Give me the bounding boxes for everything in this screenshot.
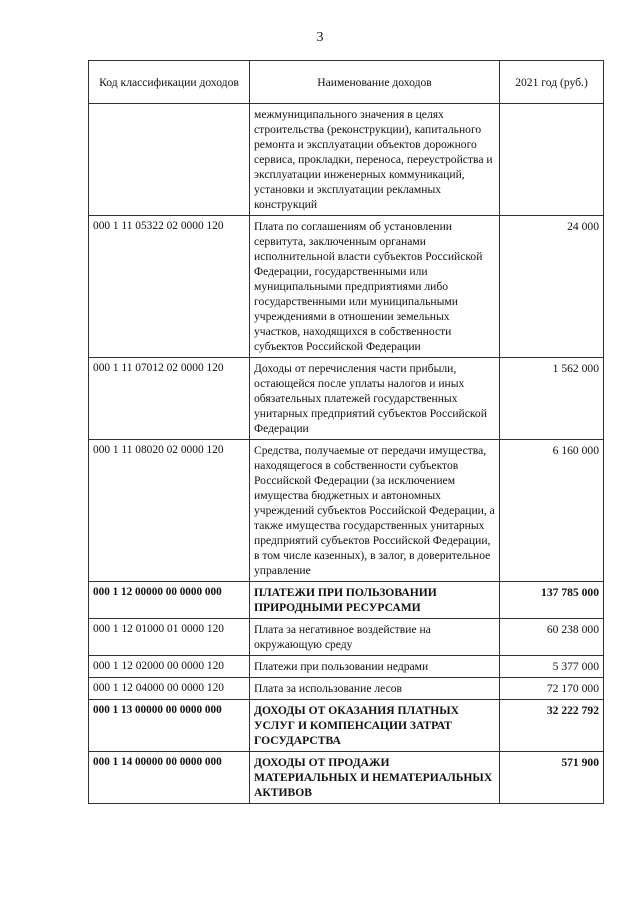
table-row (89, 358, 604, 440)
table-row (89, 440, 604, 582)
row-amount: 24 000 (500, 216, 604, 358)
table-row (89, 619, 604, 656)
row-name: ПЛАТЕЖИ ПРИ ПОЛЬЗОВАНИИ ПРИРОДНЫМИ РЕСУРСАМИ (250, 582, 500, 619)
row-amount: 32 222 792 (500, 700, 604, 752)
row-code (89, 104, 250, 216)
row-name: Доходы от перечисления части прибыли, остающейся после уплаты налогов и иных обязательных платежей государственных унитарных предприятий субъектов Российской Федерации (250, 358, 500, 440)
row-code: 000 1 12 02000 00 0000 120 (89, 656, 250, 678)
table-row-section (89, 752, 604, 804)
table-row (89, 216, 604, 358)
table-row (89, 678, 604, 700)
row-name: Платежи при пользовании недрами (250, 656, 500, 678)
row-name: ДОХОДЫ ОТ ПРОДАЖИ МАТЕРИАЛЬНЫХ И НЕМАТЕРИАЛЬНЫХ АКТИВОВ (250, 752, 500, 804)
row-code: 000 1 12 04000 00 0000 120 (89, 678, 250, 700)
row-code: 000 1 12 00000 00 0000 000 (89, 582, 250, 619)
row-amount: 1 562 000 (500, 358, 604, 440)
table-row (89, 656, 604, 678)
table-header-row (89, 61, 604, 104)
row-name: межмуниципального значения в целях строительства (реконструкции), капитального ремонта и эксплуатации объектов дорожного сервиса, прокладки, переноса, переустройства и эксплуатации инженерных коммуникаций, установки и эксплуатации рекламных конструкций (250, 104, 500, 216)
row-name: Плата за использование лесов (250, 678, 500, 700)
row-name: Плата за негативное воздействие на окружающую среду (250, 619, 500, 656)
header-amount: 2021 год (руб.) (500, 61, 604, 104)
table-row (89, 104, 604, 216)
row-amount: 571 900 (500, 752, 604, 804)
row-code: 000 1 14 00000 00 0000 000 (89, 752, 250, 804)
table-row-section (89, 582, 604, 619)
row-amount: 72 170 000 (500, 678, 604, 700)
row-code: 000 1 12 01000 01 0000 120 (89, 619, 250, 656)
header-name: Наименование доходов (250, 61, 500, 104)
row-code: 000 1 11 07012 02 0000 120 (89, 358, 250, 440)
page-number: 3 (316, 30, 324, 45)
row-name: Плата по соглашениям об установлении сервитута, заключенным органами исполнительной власти субъектов Российской Федерации, государственными или муниципальными предприятиями либо государственными или муниципальными учреждениями в отношении земельных участков, находящихся в собственности субъектов Российской Федерации (250, 216, 500, 358)
row-name: ДОХОДЫ ОТ ОКАЗАНИЯ ПЛАТНЫХ УСЛУГ И КОМПЕНСАЦИИ ЗАТРАТ ГОСУДАРСТВА (250, 700, 500, 752)
row-code: 000 1 11 05322 02 0000 120 (89, 216, 250, 358)
row-amount: 6 160 000 (500, 440, 604, 582)
row-amount: 5 377 000 (500, 656, 604, 678)
header-code: Код классификации доходов (89, 61, 250, 104)
row-code: 000 1 13 00000 00 0000 000 (89, 700, 250, 752)
row-amount: 137 785 000 (500, 582, 604, 619)
table-row-section (89, 700, 604, 752)
row-code: 000 1 11 08020 02 0000 120 (89, 440, 250, 582)
row-amount: 60 238 000 (500, 619, 604, 656)
income-table (88, 60, 604, 804)
row-name: Средства, получаемые от передачи имущества, находящегося в собственности субъектов Российской Федерации (за исключением имущества бюджетных и автономных учреждений субъектов Российской Федерации, а также имущества государственных унитарных предприятий субъектов Российской Федерации, в том числе казенных), в залог, в доверительное управление (250, 440, 500, 582)
row-amount (500, 104, 604, 216)
